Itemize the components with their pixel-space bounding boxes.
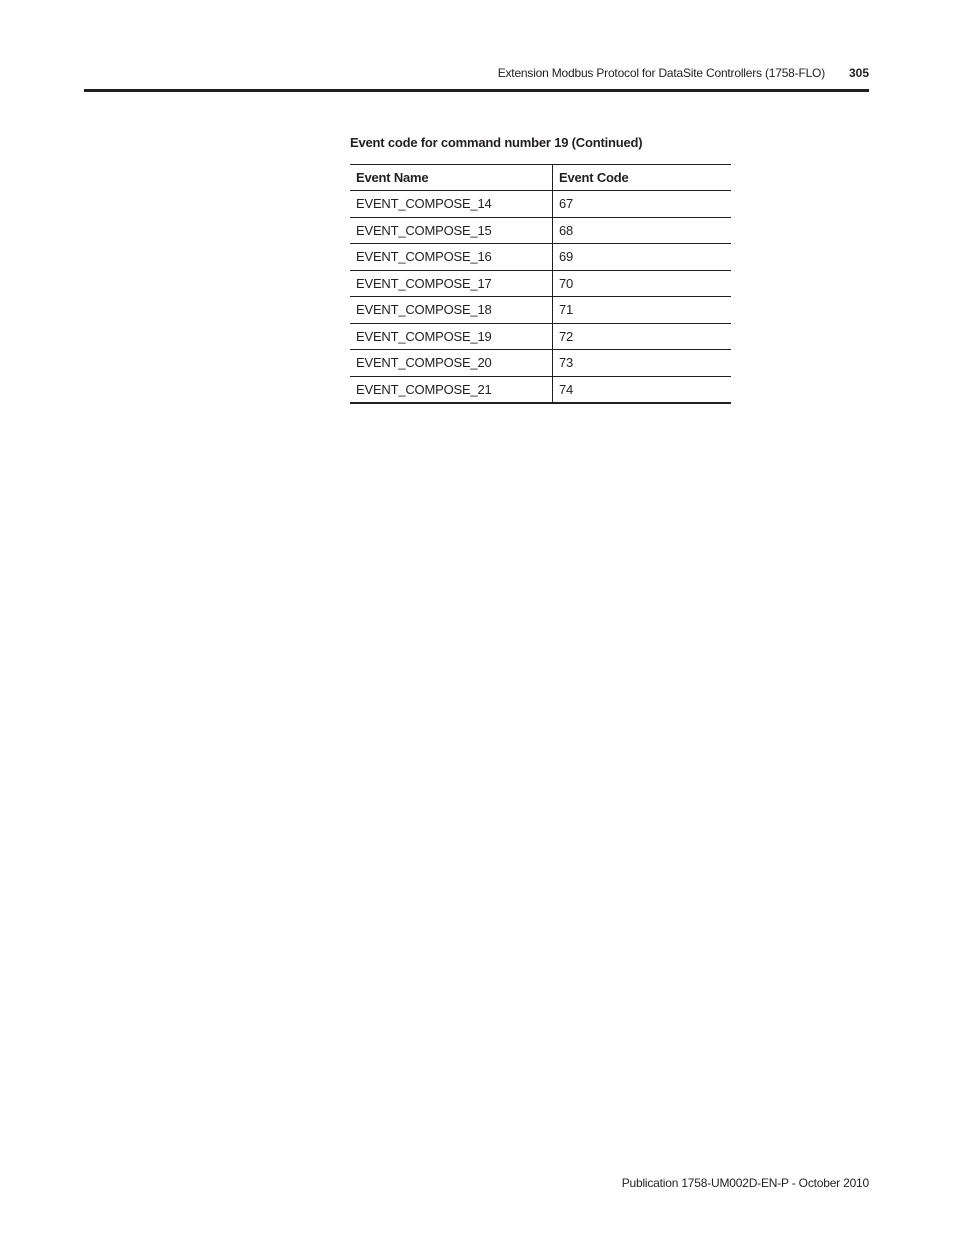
table-row xyxy=(350,270,731,297)
page-number: 305 xyxy=(848,66,869,80)
event-name-cell: EVENT_COMPOSE_15 xyxy=(350,217,553,244)
event-code-cell: 67 xyxy=(553,191,732,218)
header-rule xyxy=(84,89,869,92)
table-row xyxy=(350,297,731,324)
event-code-cell: 69 xyxy=(553,244,732,271)
table-row xyxy=(350,350,731,377)
table-caption: Event code for command number 19 (Continued) xyxy=(350,135,643,150)
table-row xyxy=(350,376,731,403)
event-name-cell: EVENT_COMPOSE_17 xyxy=(350,270,553,297)
event-code-cell: 71 xyxy=(553,297,732,324)
table-row xyxy=(350,244,731,271)
event-code-cell: 68 xyxy=(553,217,732,244)
column-header-event-code: Event Code xyxy=(553,165,732,191)
event-code-cell: 73 xyxy=(553,350,732,377)
event-code-cell: 72 xyxy=(553,323,732,350)
event-name-cell: EVENT_COMPOSE_21 xyxy=(350,376,553,403)
event-name-cell: EVENT_COMPOSE_14 xyxy=(350,191,553,218)
event-code-cell: 74 xyxy=(553,376,732,403)
event-name-cell: EVENT_COMPOSE_19 xyxy=(350,323,553,350)
event-name-cell: EVENT_COMPOSE_18 xyxy=(350,297,553,324)
table-row xyxy=(350,323,731,350)
header-title: Extension Modbus Protocol for DataSite Controllers (1758-FLO) xyxy=(497,66,825,80)
event-code-cell: 70 xyxy=(553,270,732,297)
table-header-row xyxy=(350,165,731,191)
page-header xyxy=(84,64,869,84)
column-header-event-name: Event Name xyxy=(350,165,553,191)
event-name-cell: EVENT_COMPOSE_20 xyxy=(350,350,553,377)
table-row xyxy=(350,217,731,244)
event-name-cell: EVENT_COMPOSE_16 xyxy=(350,244,553,271)
table-row xyxy=(350,191,731,218)
publication-footer: Publication 1758-UM002D-EN-P - October 2010 xyxy=(621,1176,869,1190)
event-code-table xyxy=(350,164,731,404)
